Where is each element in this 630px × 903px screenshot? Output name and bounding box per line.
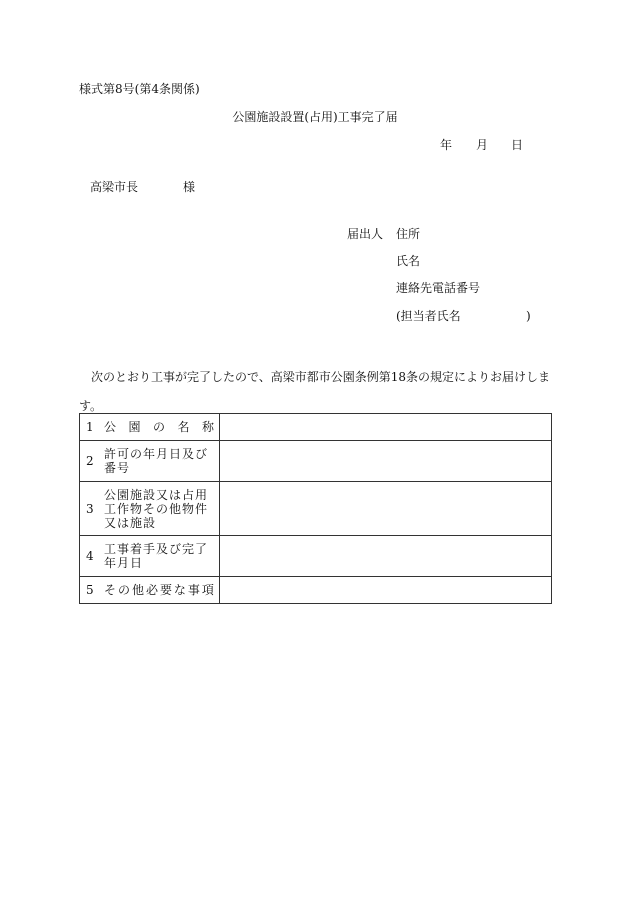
row-label-char: 要: [159, 583, 173, 597]
table-row: [80, 482, 552, 536]
row-label-char: 称: [201, 420, 215, 434]
row-label-char: 項: [201, 583, 215, 597]
table-row: [80, 536, 552, 577]
row-label-char: そ: [104, 583, 118, 597]
row-label-cell: [80, 536, 220, 577]
row-label-char: 名: [177, 420, 191, 434]
row-label-cell: [80, 414, 220, 441]
row-number: 4: [86, 549, 94, 563]
addressee-name: 高梁市長: [90, 180, 139, 194]
row-label-char: の: [117, 583, 131, 597]
form-number: 様式第8号(第4条関係): [79, 82, 200, 96]
row-label-cell: [80, 577, 220, 604]
date-day-label: 日: [511, 138, 524, 152]
row-number: 2: [86, 454, 94, 468]
phone-label: 連絡先電話番号: [396, 281, 481, 295]
row-label: [104, 420, 215, 434]
row-label-char: な: [173, 583, 187, 597]
row-number: 5: [86, 583, 94, 597]
row-value-cell[interactable]: [220, 577, 552, 604]
row-number: 3: [86, 501, 94, 516]
row-label-cell: [80, 482, 220, 536]
addressee-honorific: 様: [183, 180, 196, 194]
row-value-cell[interactable]: [220, 414, 552, 441]
table-row: [80, 577, 552, 604]
row-label-char: 他: [131, 583, 145, 597]
row-label-char: の: [152, 420, 166, 434]
table-row: [80, 414, 552, 441]
row-label-char: 必: [145, 583, 159, 597]
table-row: [80, 441, 552, 482]
row-label-char: 園: [128, 420, 142, 434]
row-value-cell[interactable]: [220, 441, 552, 482]
row-value-cell[interactable]: [220, 482, 552, 536]
info-table: [79, 413, 552, 604]
name-label: 氏名: [396, 254, 421, 268]
date-year-label: 年: [440, 138, 453, 152]
row-label-cell: [80, 441, 220, 482]
body-text: 次のとおり工事が完了したので、高梁市都市公園条例第18条の規定によりお届けします。: [79, 370, 551, 413]
row-label: 工事着手及び完了年月日: [104, 542, 209, 570]
row-label-char: 事: [187, 583, 201, 597]
row-label: 許可の年月日及び番号: [104, 447, 209, 475]
applicant-label: 届出人: [347, 227, 384, 241]
document-title: 公園施設設置(占用)工事完了届: [232, 110, 398, 124]
row-value-cell[interactable]: [220, 536, 552, 577]
row-label-char: 公: [104, 420, 118, 434]
row-label: [104, 583, 215, 597]
date-month-label: 月: [476, 138, 489, 152]
row-label: 公園施設又は占用工作物その他物件又は施設: [104, 487, 209, 530]
address-label: 住所: [396, 227, 421, 241]
row-number: 1: [86, 420, 94, 434]
contact-person-label: (担当者氏名: [396, 309, 461, 323]
contact-person-close: ): [526, 309, 531, 323]
